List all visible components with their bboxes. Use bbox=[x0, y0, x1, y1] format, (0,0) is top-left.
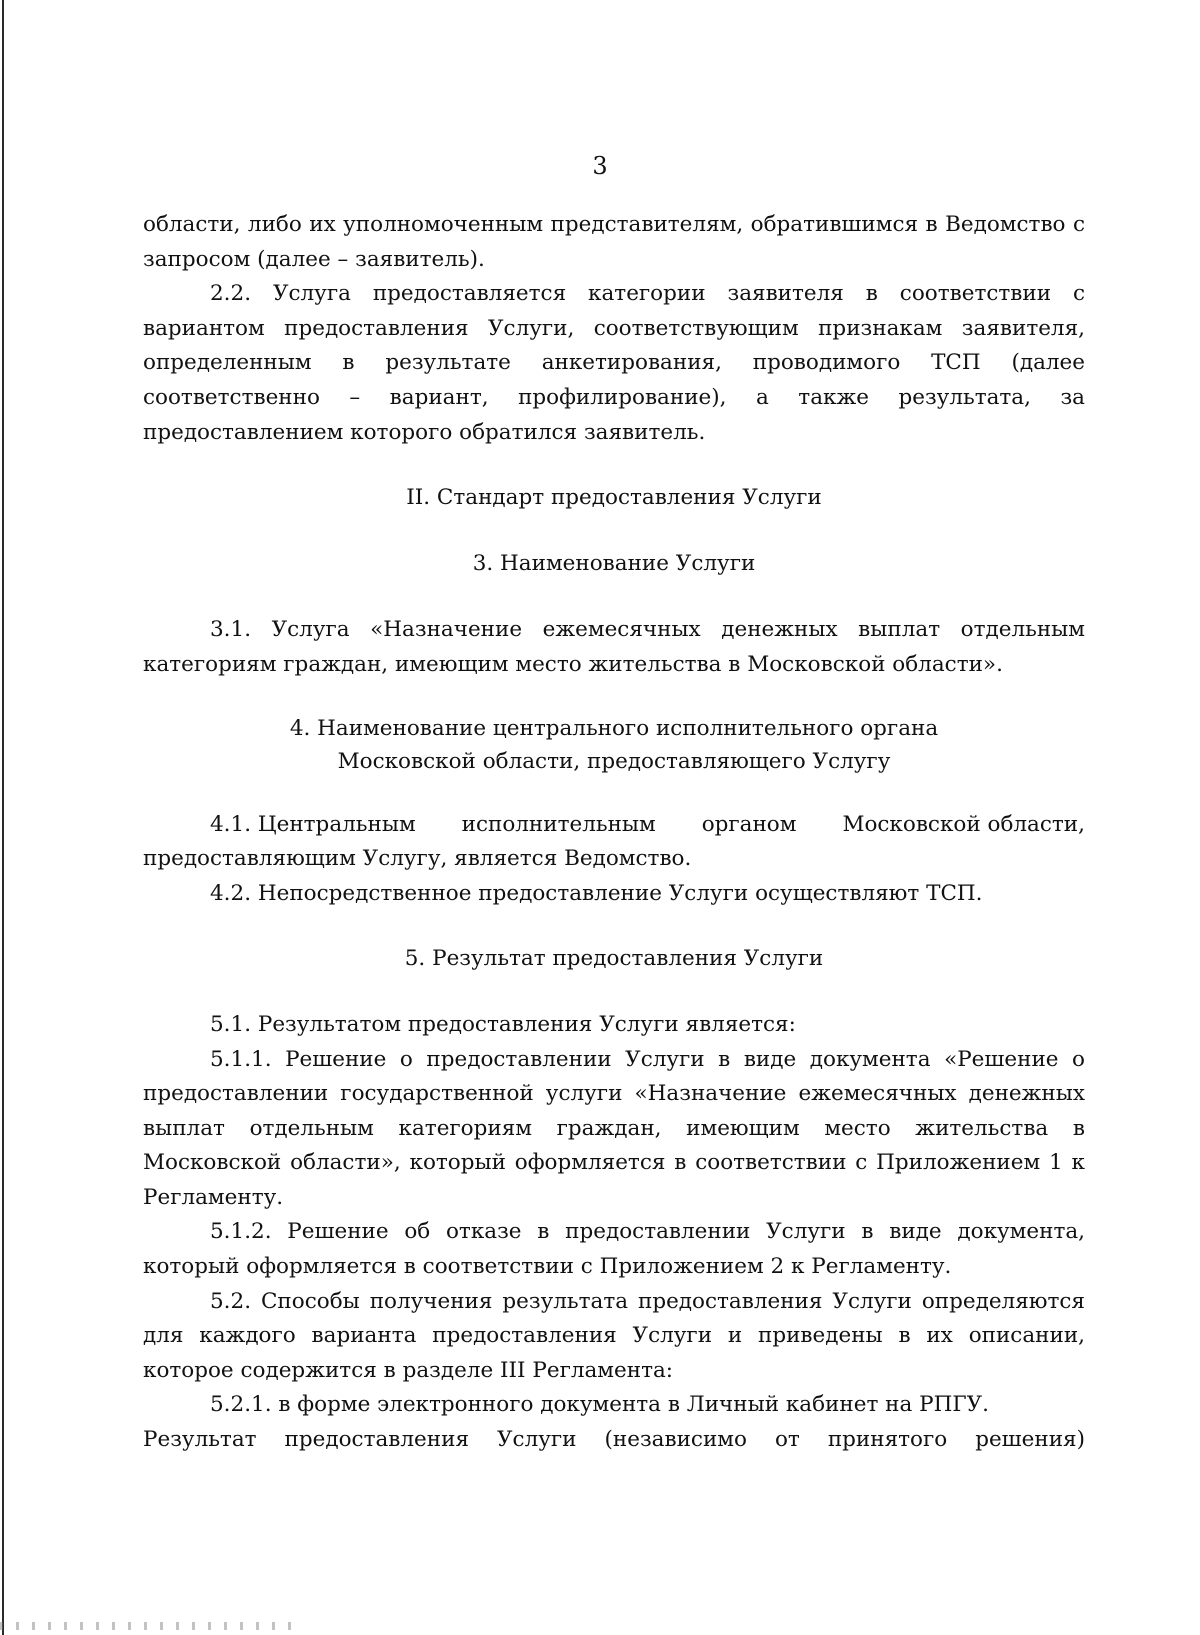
heading-3: 3. Наименование Услуги bbox=[472, 550, 756, 576]
scan-left-edge bbox=[2, 0, 4, 1635]
word: Услуги bbox=[497, 1427, 577, 1453]
word: органом bbox=[701, 811, 797, 837]
word: от bbox=[774, 1427, 800, 1453]
paragraph-5-2-1-line-2 bbox=[143, 1423, 1085, 1458]
paragraph-5-2: 5.2. Способы получения результата предоставления Услуги определяются для каждого варианта предоставления Услуги и приведены в их описании, которое содержится в разделе III Регламента: bbox=[143, 1288, 1085, 1383]
heading-4-line-2: Московской области, предоставляющего Услугу bbox=[337, 748, 891, 774]
paragraph-4-1-first-line bbox=[143, 808, 1085, 843]
word: Результат bbox=[143, 1427, 257, 1453]
heading-5: 5. Результат предоставления Услуги bbox=[404, 946, 824, 972]
paragraph-3-1: 3.1. Услуга «Назначение ежемесячных денежных выплат отдельным категориям граждан, имеющим место жительства в Московской области». bbox=[143, 617, 1085, 677]
word: решения) bbox=[975, 1427, 1085, 1453]
paragraph-4-1 bbox=[143, 808, 1085, 877]
section-heading-II: II. Стандарт предоставления Услуги bbox=[406, 485, 822, 511]
paragraph-5-2-1-line-1: 5.2.1. в форме электронного документа в Личный кабинет на РПГУ. bbox=[210, 1392, 989, 1418]
word: 4.1. Центральным bbox=[210, 811, 416, 837]
paragraph-4-1-second-line: предоставляющим Услугу, является Ведомство. bbox=[143, 846, 692, 872]
word: предоставления bbox=[284, 1427, 470, 1453]
page-number: 3 bbox=[592, 152, 608, 180]
word: (независимо bbox=[604, 1427, 747, 1453]
paragraph-4-2: 4.2. Непосредственное предоставление Услуги осуществляют ТСП. bbox=[210, 880, 983, 906]
scan-artifact bbox=[0, 1622, 300, 1630]
word: принятого bbox=[827, 1427, 948, 1453]
heading-4 bbox=[143, 712, 1085, 778]
paragraph-5-1-2: 5.1.2. Решение об отказе в предоставлении Услуги в виде документа, который оформляется в соответствии с Приложением 2 к Регламенту. bbox=[143, 1219, 1085, 1280]
paragraph-5-1-1: 5.1.1. Решение о предоставлении Услуги в виде документа «Решение о предоставлении государственной услуги «Назначение ежемесячных денежных выплат отдельным категориям граждан, имеющим место жительства в Московской области», который оформляется в соответствии с Приложением 1 к Регламенту. bbox=[143, 1046, 1085, 1210]
heading-4-line-1: 4. Наименование центрального исполнительного органа bbox=[289, 715, 939, 741]
paragraph-continuation: области, либо их уполномоченным представителям, обратившимся в Ведомство с запросом (далее – заявитель). bbox=[143, 212, 1085, 272]
document-body bbox=[143, 208, 1085, 1458]
paragraph-2-2: 2.2. Услуга предоставляется категории заявителя в соответствии с вариантом предоставления Услуги, соответствующим признакам заявителя, определенным в результате анкетирования, проводимого ТСП (далее соответственно – вариант, профилирование), а также результата, за предоставлением которого обратился заявитель. bbox=[143, 281, 1085, 445]
paragraph-5-1: 5.1. Результатом предоставления Услуги является: bbox=[210, 1011, 796, 1037]
paragraph-5-2-1 bbox=[143, 1388, 1085, 1457]
word: исполнительным bbox=[461, 811, 656, 837]
word: Московской области, bbox=[842, 811, 1085, 837]
